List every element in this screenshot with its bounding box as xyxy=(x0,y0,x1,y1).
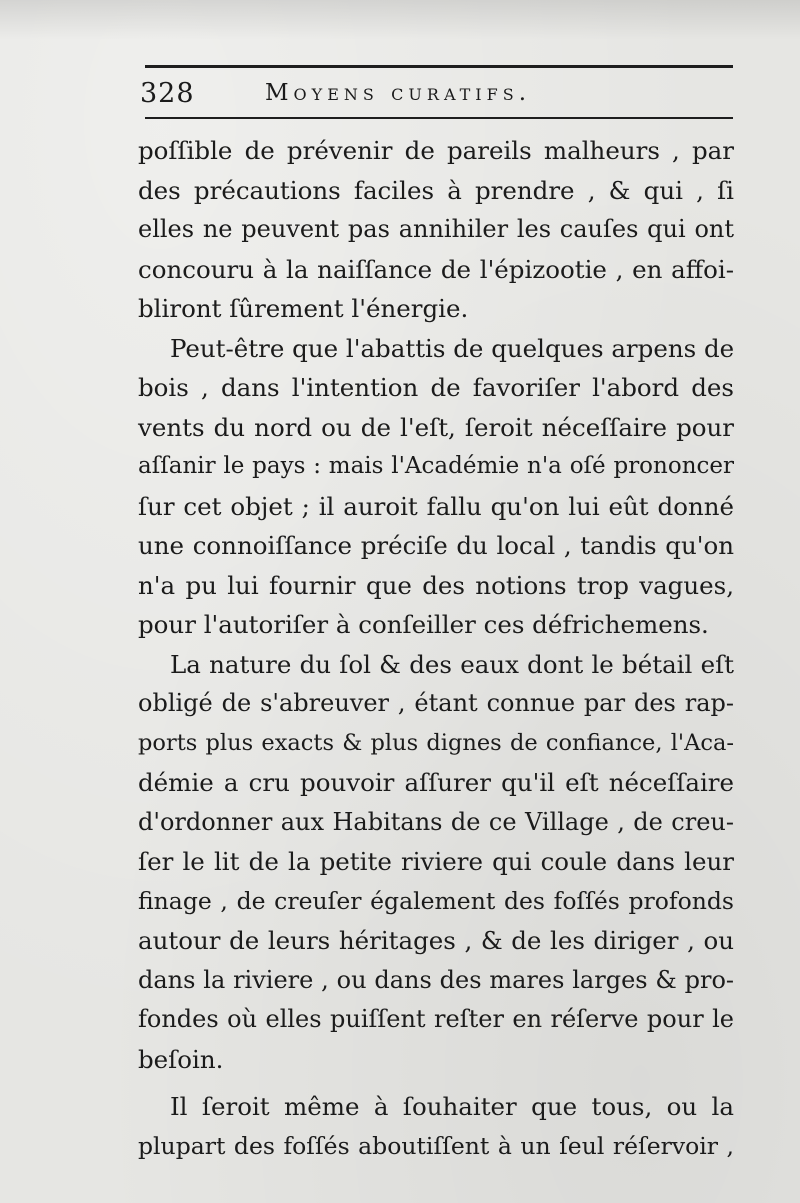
text-line: n'a pu lui fournir que des notions trop vagues, xyxy=(138,570,734,600)
paragraph-1 xyxy=(138,131,734,329)
text-line: concouru à la naiſſance de l'épizootie , en affoi- xyxy=(138,254,734,284)
text-line: vents du nord ou de l'eſt, ſeroit néceſſaire pour xyxy=(138,412,734,442)
text-line: des précautions faciles à prendre , & qui , ſi xyxy=(138,175,734,205)
page-number: 328 xyxy=(140,78,195,109)
text-line: dans la riviere , ou dans des mares larges & pro- xyxy=(138,965,734,994)
paragraph-2 xyxy=(138,329,734,645)
text-line: ſer le lit de la petite riviere qui coule dans leur xyxy=(138,847,734,876)
text-line: d'ordonner aux Habitans de ce Village , de creu- xyxy=(138,807,734,836)
text-line: autour de leurs héritages , & de les diriger , ou xyxy=(138,926,734,955)
text-line: démie a cru pouvoir aſſurer qu'il eſt néceſſaire xyxy=(138,768,734,797)
header-rule-top xyxy=(145,65,733,68)
text-line: plupart des foſſés aboutiſſent à un ſeul réſervoir , xyxy=(138,1131,734,1160)
paragraph-gap xyxy=(138,1079,734,1087)
text-line: bois , dans l'intention de favoriſer l'abord des xyxy=(138,373,734,402)
text-line: La nature du ſol & des eaux dont le bétail eſt xyxy=(170,649,734,679)
text-line: obligé de s'abreuver , étant connue par des rap- xyxy=(138,689,734,717)
text-line: poſſible de prévenir de pareils malheurs , par xyxy=(138,136,734,165)
text-line: ports plus exacts & plus dignes de confiance, l'Aca- xyxy=(138,729,734,756)
paragraph-4 xyxy=(138,1087,734,1166)
text-line: ſur cet objet ; il auroit fallu qu'on lui eût donné xyxy=(138,491,734,521)
text-line: finage , de creuſer également des foſſés profonds xyxy=(138,886,734,915)
text-line: pour l'autoriſer à conſeiller ces défrichemens. xyxy=(138,610,709,639)
running-header xyxy=(140,74,740,110)
text-line: aſſanir le pays : mais l'Académie n'a oſé prononcer xyxy=(138,453,734,479)
text-line: une connoiſſance préciſe du local , tandis qu'on xyxy=(138,531,734,560)
body-text xyxy=(138,131,734,1166)
paragraph-3 xyxy=(138,645,734,1080)
header-rule-bottom xyxy=(145,117,733,119)
text-line: fondes où elles puiſſent reſter en réſerve pour le xyxy=(138,1005,734,1033)
text-line: Il ſeroit même à ſouhaiter que tous, ou la xyxy=(170,1092,734,1121)
text-line: bliront ſûrement l'énergie. xyxy=(138,294,469,323)
running-title: Moyens curatifs. xyxy=(265,80,532,106)
text-line: Peut-être que l'abattis de quelques arpens de xyxy=(170,333,735,363)
page-top-shadow xyxy=(0,0,800,40)
text-line: beſoin. xyxy=(138,1044,224,1074)
text-line: elles ne peuvent pas annihiler les cauſes qui ont xyxy=(138,215,734,243)
